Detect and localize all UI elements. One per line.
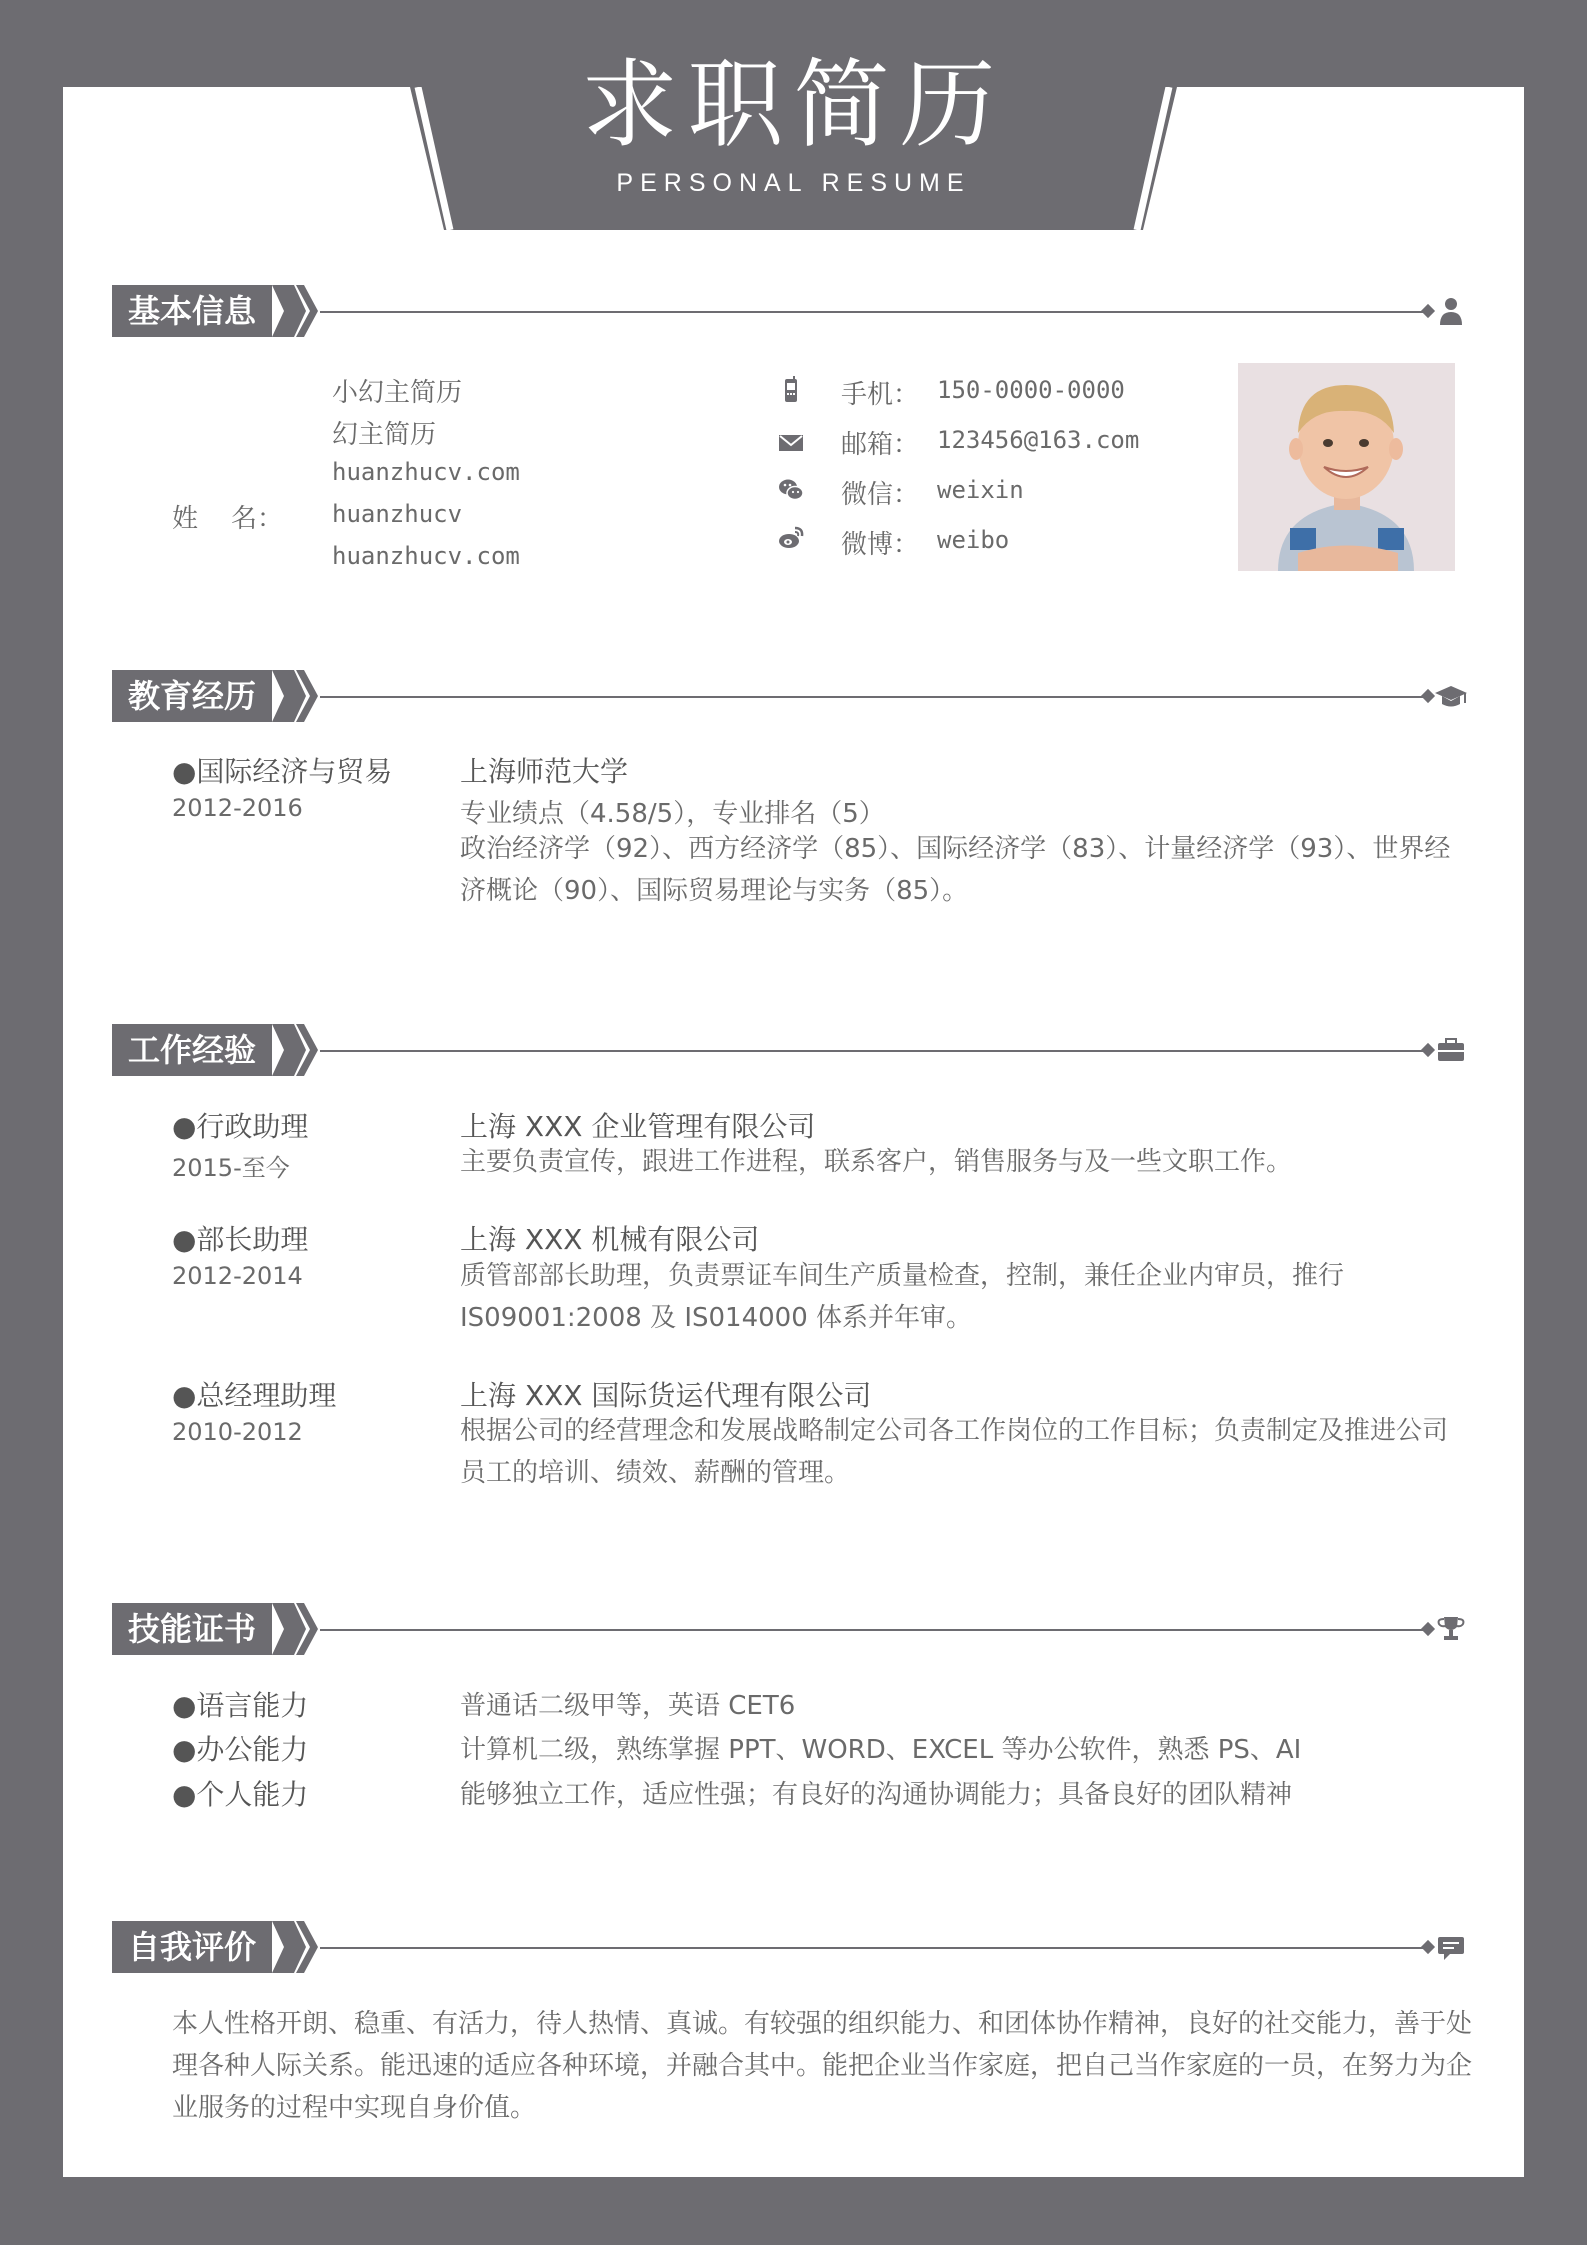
chevron-decoration bbox=[272, 670, 320, 722]
chevron-decoration bbox=[272, 1024, 320, 1076]
contact-value-mail: 123456@163.com bbox=[937, 426, 1140, 454]
education-courses: 政治经济学（92）、西方经济学（85）、国际经济学（83）、计量经济学（93）、世界经济概论（90）、国际贸易理论与实务（85）。 bbox=[460, 834, 1451, 906]
contact-value-phone: 150-0000-0000 bbox=[937, 376, 1125, 404]
work-role-2: ●部长助理 bbox=[172, 1223, 309, 1256]
chevron-decoration bbox=[272, 1603, 320, 1655]
skill-desc-3: 能够独立工作，适应性强；有良好的沟通协调能力；具备良好的团队精神 bbox=[460, 1780, 1293, 1810]
work-role-3: ●总经理助理 bbox=[172, 1379, 337, 1412]
contact-value-weibo: weibo bbox=[937, 526, 1010, 554]
work-period-2: 2012-2014 bbox=[172, 1262, 303, 1290]
name-label: 姓 名： bbox=[172, 504, 284, 534]
work-company-2: 上海 XXX 机械有限公司 bbox=[460, 1223, 760, 1256]
graduation-cap-icon bbox=[1434, 680, 1468, 712]
contact-label-wechat: 微信： bbox=[841, 480, 920, 510]
section-title: 技能证书 bbox=[112, 1603, 272, 1655]
basic-line-5: huanzhucv.com bbox=[332, 542, 520, 570]
section-header-education bbox=[112, 670, 1472, 722]
section-title: 自我评价 bbox=[112, 1921, 272, 1973]
skill-desc-1: 普通话二级甲等，英语 CET6 bbox=[460, 1691, 796, 1721]
work-company-3: 上海 XXX 国际货运代理有限公司 bbox=[460, 1379, 872, 1412]
resume-subtitle: PERSONAL RESUME bbox=[616, 169, 971, 197]
work-period-1: 2015-至今 bbox=[172, 1154, 290, 1182]
work-period-3: 2010-2012 bbox=[172, 1418, 303, 1446]
skill-name-1: ●语言能力 bbox=[172, 1689, 309, 1722]
divider-dot bbox=[1421, 1622, 1435, 1636]
section-divider bbox=[320, 1947, 1425, 1949]
contact-label-weibo: 微博： bbox=[841, 530, 920, 560]
chevron-decoration bbox=[272, 285, 320, 337]
section-divider bbox=[320, 696, 1425, 698]
work-company-1: 上海 XXX 企业管理有限公司 bbox=[460, 1110, 816, 1143]
contact-value-wechat: weixin bbox=[937, 476, 1024, 504]
phone-icon bbox=[777, 376, 805, 404]
section-header-skills bbox=[112, 1603, 1472, 1655]
section-header-self bbox=[112, 1921, 1472, 1973]
education-school: 上海师范大学 bbox=[460, 755, 629, 788]
skill-name-2: ●办公能力 bbox=[172, 1733, 309, 1766]
self-evaluation-text: 本人性格开朗、稳重、有活力，待人热情、真诚。有较强的组织能力、和团体协作精神，良好的社交能力，善于处理各种人际关系。能迅速的适应各种环境，并融合其中。能把企业当作家庭，把自己当作家庭的一员，在努力为企业服务的过程中实现自身价值。 bbox=[172, 2009, 1473, 2123]
section-divider bbox=[320, 1629, 1425, 1631]
profile-photo bbox=[1238, 363, 1455, 571]
section-title: 教育经历 bbox=[112, 670, 272, 722]
section-header-basic bbox=[112, 285, 1472, 337]
section-title: 工作经验 bbox=[112, 1024, 272, 1076]
briefcase-icon bbox=[1434, 1034, 1468, 1066]
skill-desc-2: 计算机二级，熟练掌握 PPT、WORD、EXCEL 等办公软件，熟悉 PS、AI bbox=[460, 1735, 1302, 1765]
contact-label-mail: 邮箱： bbox=[841, 430, 920, 460]
work-desc-1: 主要负责宣传，跟进工作进程，联系客户，销售服务与及一些文职工作。 bbox=[460, 1147, 1293, 1177]
contact-label-phone: 手机： bbox=[841, 380, 920, 410]
child-portrait bbox=[1238, 363, 1455, 571]
wechat-icon bbox=[777, 476, 805, 504]
mail-icon bbox=[777, 428, 805, 456]
skill-name-3: ●个人能力 bbox=[172, 1778, 309, 1811]
work-desc-3: 根据公司的经营理念和发展战略制定公司各工作岗位的工作目标；负责制定及推进公司员工的培训、绩效、薪酬的管理。 bbox=[460, 1416, 1449, 1488]
work-desc-2: 质管部部长助理，负责票证车间生产质量检查，控制，兼任企业内审员，推行 IS09001:2008 及 IS014000 体系并年审。 bbox=[460, 1261, 1345, 1333]
education-major: ●国际经济与贸易 bbox=[172, 755, 393, 788]
section-divider bbox=[320, 1050, 1425, 1052]
work-role-1: ●行政助理 bbox=[172, 1110, 309, 1143]
basic-line-4: huanzhucv bbox=[332, 500, 463, 528]
trophy-icon bbox=[1434, 1613, 1468, 1645]
chevron-decoration bbox=[272, 1921, 320, 1973]
resume-title: 求职简历 bbox=[581, 49, 1006, 161]
basic-line-1: 小幻主简历 bbox=[332, 378, 463, 408]
basic-line-3: huanzhucv.com bbox=[332, 458, 520, 486]
section-divider bbox=[320, 311, 1425, 313]
education-years: 2012-2016 bbox=[172, 794, 303, 822]
section-title: 基本信息 bbox=[112, 285, 272, 337]
divider-dot bbox=[1421, 1043, 1435, 1057]
divider-dot bbox=[1421, 689, 1435, 703]
divider-dot bbox=[1421, 1940, 1435, 1954]
education-gpa: 专业绩点（4.58/5），专业排名（5） bbox=[460, 799, 885, 829]
weibo-icon bbox=[777, 524, 805, 552]
header-banner bbox=[410, 49, 1177, 230]
comment-icon bbox=[1434, 1931, 1468, 1963]
person-icon bbox=[1434, 295, 1468, 327]
section-header-work bbox=[112, 1024, 1472, 1076]
basic-line-2: 幻主简历 bbox=[332, 420, 437, 450]
divider-dot bbox=[1421, 304, 1435, 318]
